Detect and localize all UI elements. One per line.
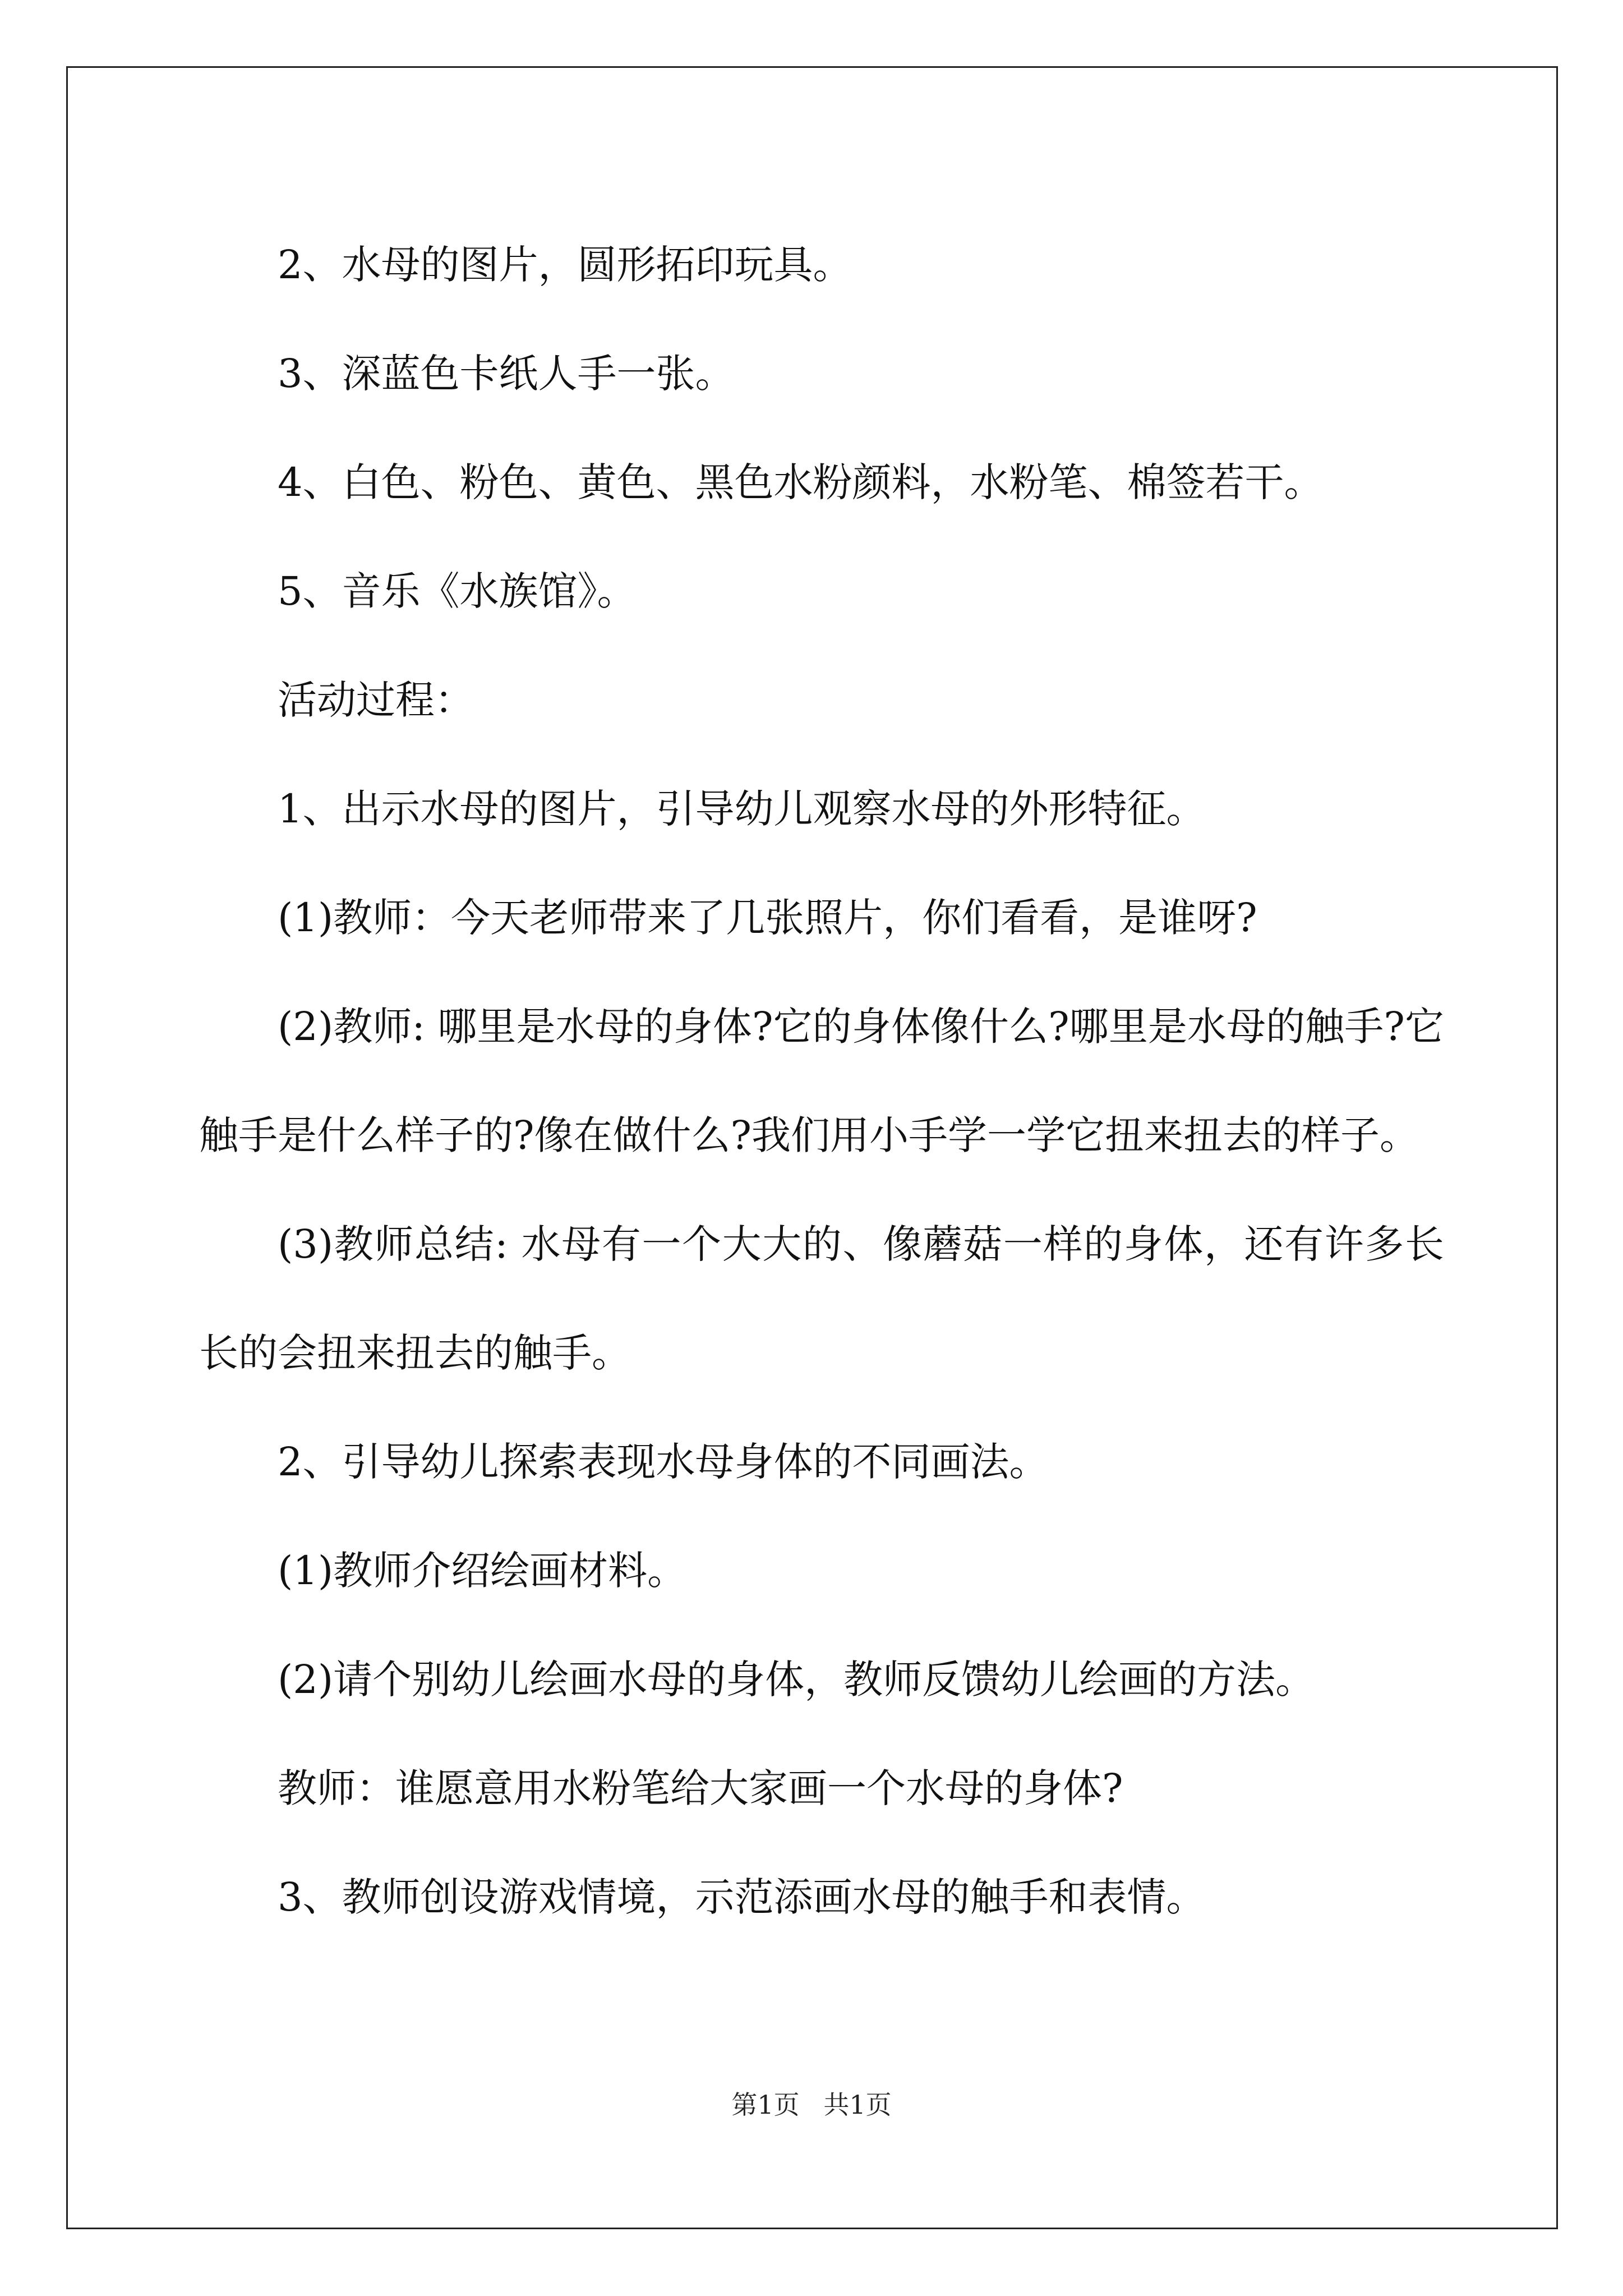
paragraph-step-1: 1、出示水母的图片，引导幼儿观察水母的外形特征。 xyxy=(278,786,1206,832)
section-heading-process: 活动过程： xyxy=(278,677,474,723)
paragraph-materials-5: 5、音乐《水族馆》。 xyxy=(278,568,637,614)
paragraph-teacher-question: 教师：谁愿意用水粉笔给大家画一个水母的身体? xyxy=(278,1765,1123,1811)
paragraph-step-2: 2、引导幼儿探索表现水母身体的不同画法。 xyxy=(278,1439,1049,1485)
paragraph-step-2-2: (2)请个别幼儿绘画水母的身体，教师反馈幼儿绘画的方法。 xyxy=(278,1657,1315,1703)
paragraph-materials-3: 3、深蓝色卡纸人手一张。 xyxy=(278,351,735,397)
paragraph-step-3: 3、教师创设游戏情境，示范添画水母的触手和表情。 xyxy=(278,1874,1206,1920)
paragraph-materials-4: 4、白色、粉色、黄色、黑色水粉颜料，水粉笔、棉签若干。 xyxy=(278,459,1324,505)
page-total: 共1页 xyxy=(823,2090,892,2120)
paragraph-step-1-2: (2)教师: 哪里是水母的身体?它的身体像什么?哪里是水母的触手?它触手是什么样子的?像在做什么?我们用小手学一学它扭来扭去的样子。 xyxy=(199,1004,1444,1158)
paragraph-step-1-3: (3)教师总结: 水母有一个大大的、像蘑菇一样的身体，还有许多长长的会扭来扭去的触手。 xyxy=(199,1221,1444,1376)
document-body xyxy=(199,210,1444,1952)
paragraph-step-1-1: (1)教师：今天老师带来了几张照片，你们看看，是谁呀? xyxy=(278,895,1257,941)
page-number: 第1页 xyxy=(731,2090,800,2120)
page-footer xyxy=(0,2088,1623,2122)
paragraph-step-2-1: (1)教师介绍绘画材料。 xyxy=(278,1548,687,1594)
paragraph-materials-2: 2、水母的图片，圆形拓印玩具。 xyxy=(278,242,852,288)
